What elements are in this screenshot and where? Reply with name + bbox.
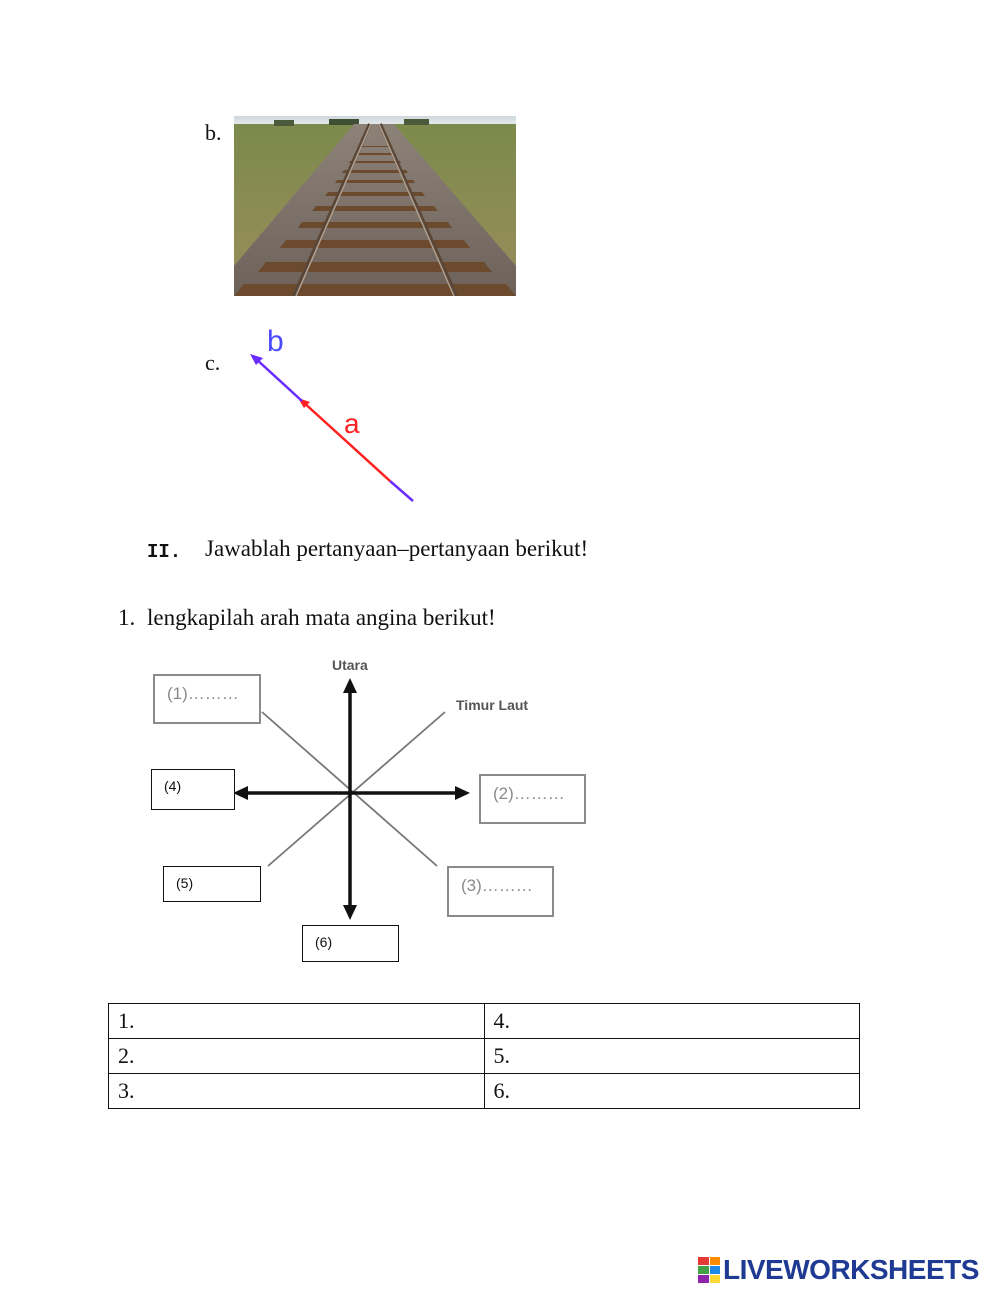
compass-box-5[interactable]: (5) (163, 866, 261, 902)
answer-cell-6[interactable]: 6. (484, 1074, 860, 1109)
arrowhead-south (343, 905, 357, 920)
arrowhead-north (343, 678, 357, 693)
answer-table (108, 1003, 860, 1109)
vector-a-label: a (344, 408, 360, 439)
answer-cell-4[interactable]: 4. (484, 1004, 860, 1039)
compass-box-2[interactable]: (2)……… (479, 774, 586, 824)
liveworksheets-logo (698, 1254, 979, 1286)
compass-box-3[interactable]: (3)……… (447, 866, 554, 917)
answer-cell-2[interactable]: 2. (109, 1039, 485, 1074)
arrowhead-west (233, 786, 248, 800)
answer-cell-3[interactable]: 3. (109, 1074, 485, 1109)
question-number: 1. (118, 605, 136, 630)
liveworksheets-logo-text: LIVEWORKSHEETS (723, 1254, 979, 1285)
answer-cell-1[interactable]: 1. (109, 1004, 485, 1039)
table-row (109, 1039, 860, 1074)
table-row (109, 1004, 860, 1039)
item-c-label: c. (205, 350, 221, 375)
vector-b-label: b (267, 325, 284, 358)
compass-diagonal-lines (262, 712, 445, 866)
compass-box-1[interactable]: (1)……… (153, 674, 261, 724)
compass-box-6[interactable]: (6) (302, 925, 399, 962)
item-b-label: b. (205, 120, 222, 145)
compass-north-label: Utara (332, 657, 368, 673)
section-heading: Jawablah pertanyaan–pertanyaan berikut! (205, 536, 589, 561)
section-number: II. (147, 541, 182, 563)
compass-main-axes (245, 690, 458, 908)
table-row (109, 1074, 860, 1109)
arrowhead-east (455, 786, 470, 800)
compass-northeast-label: Timur Laut (456, 697, 529, 713)
answer-cell-5[interactable]: 5. (484, 1039, 860, 1074)
liveworksheets-logo-icon (698, 1257, 720, 1283)
question-text: lengkapilah arah mata angina berikut! (147, 605, 496, 630)
compass-box-4[interactable]: (4) (151, 769, 235, 810)
